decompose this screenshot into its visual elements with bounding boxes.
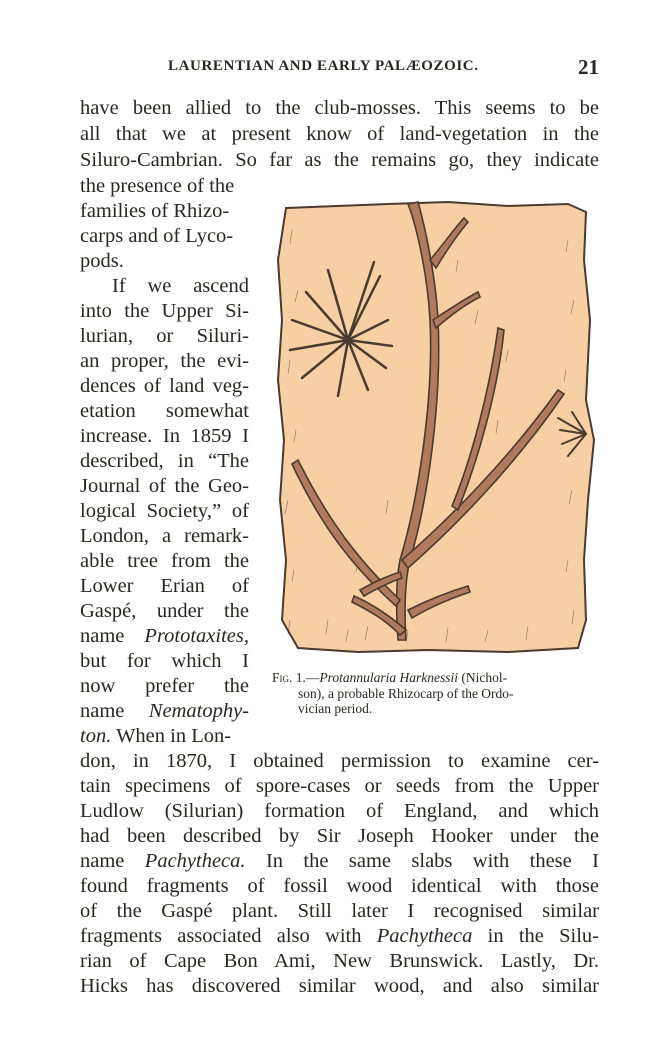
fossil-illustration: [268, 200, 604, 655]
text-line: described, in “The: [80, 450, 249, 472]
text-line: have been allied to the club-mosses. This seems to be: [80, 97, 599, 119]
text-line: name Prototaxites,: [80, 625, 249, 647]
text-line: of the Gaspé plant. Still later I recognised similar: [80, 900, 599, 922]
text-line: but for which I: [80, 650, 249, 672]
figure-caption: Fig. 1.—Protannularia Harknessii (Nichol- son), a probable Rhizocarp of the Ordo- vician period.: [272, 670, 514, 716]
text-line: Journal of the Geo-: [80, 475, 249, 497]
text-line: dences of land veg-: [80, 375, 249, 397]
text-line: Ludlow (Silurian) formation of England, and which: [80, 800, 599, 822]
text-line: don, in 1870, I obtained permission to examine cer-: [80, 750, 599, 772]
text-line: found fragments of fossil wood identical with those: [80, 875, 599, 897]
text-line: lurian, or Siluri-: [80, 325, 249, 347]
figure-species: Protannularia Harknessii: [319, 670, 459, 685]
text-line: name Pachytheca. In the same slabs with these I: [80, 850, 599, 872]
running-title: LAURENTIAN AND EARLY PALÆOZOIC.: [168, 58, 479, 74]
text-line: Gaspé, under the: [80, 600, 249, 622]
text-line: name Nematophy-: [80, 700, 249, 722]
text-line: Hicks has discovered similar wood, and also similar: [80, 975, 599, 997]
text-line: had been described by Sir Joseph Hooker under the: [80, 825, 599, 847]
text-line: fragments associated also with Pachytheca in the Silu-: [80, 925, 600, 947]
fossil-slab: [278, 202, 594, 652]
page-number: 21: [578, 55, 599, 79]
text-line: increase. In 1859 I: [80, 425, 249, 447]
text-line: Lower Erian of: [80, 575, 249, 597]
text-line: pods.: [80, 250, 124, 272]
text-line: rian of Cape Bon Ami, New Brunswick. Lastly, Dr.: [80, 950, 599, 972]
text-line: an proper, the evi-: [80, 350, 249, 372]
text-line: If we ascend: [112, 275, 249, 297]
text-line: ton. When in Lon-: [80, 725, 232, 747]
text-line: families of Rhizo-: [80, 200, 230, 222]
figure-label: Fig. 1.—: [272, 670, 320, 685]
text-line: into the Upper Si-: [80, 300, 249, 322]
text-line: able tree from the: [80, 550, 249, 572]
text-line: London, a remark-: [80, 525, 249, 547]
text-line: Siluro-Cambrian. So far as the remains go, they indicate: [80, 149, 599, 171]
text-line: logical Society,” of: [80, 500, 249, 522]
text-line: all that we at present know of land-vegetation in the: [80, 123, 599, 145]
text-line: carps and of Lyco-: [80, 225, 234, 247]
text-line: tain specimens of spore-cases or seeds from the Upper: [80, 775, 599, 797]
text-line: etation somewhat: [80, 400, 249, 422]
text-line: now prefer the: [80, 675, 249, 697]
text-line: the presence of the: [80, 175, 235, 197]
